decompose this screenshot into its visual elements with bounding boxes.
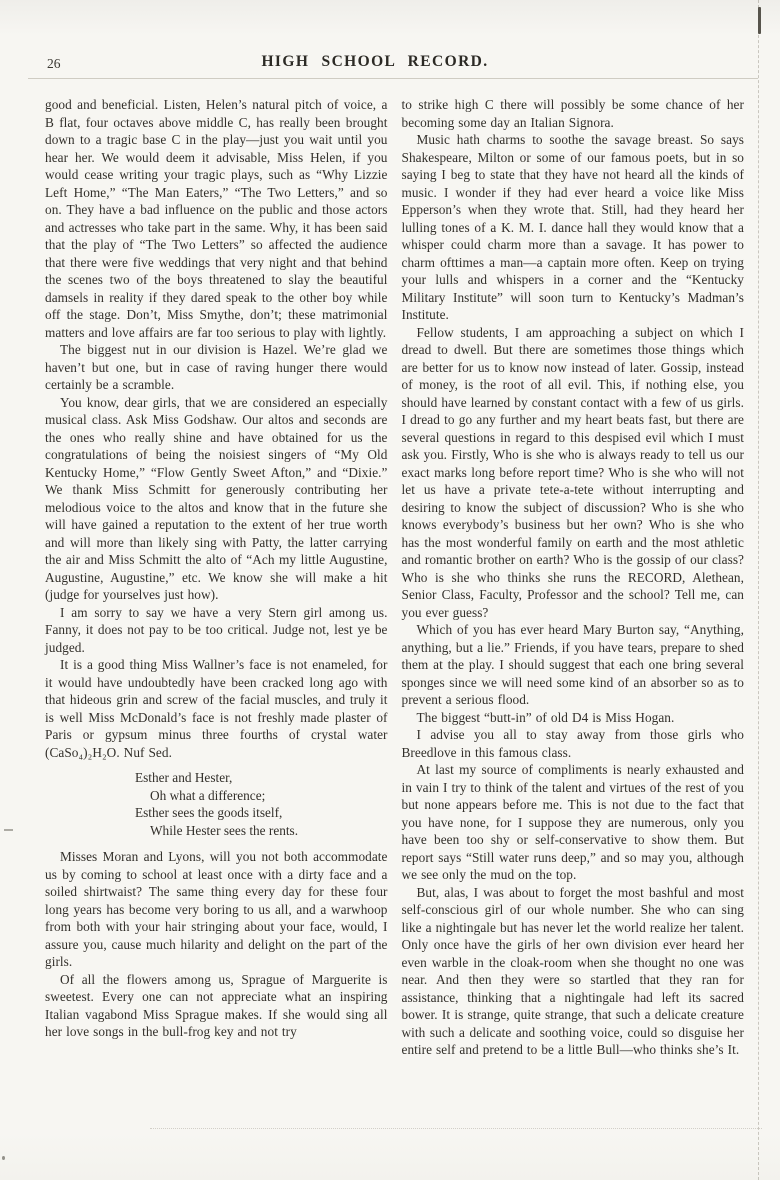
scan-speck	[2, 1156, 5, 1160]
left-column	[45, 96, 388, 1059]
page-edge-dashed-line	[758, 0, 759, 1180]
paragraph: I advise you all to stay away from those girls who Breedlove in this famous class.	[401, 727, 744, 760]
poem-line: Oh what a difference;	[150, 787, 266, 803]
poem	[135, 769, 388, 839]
header-rule	[28, 78, 758, 79]
poem-line: Esther and Hester,	[135, 770, 233, 785]
page-number: 26	[47, 56, 61, 71]
scan-mark-icon	[758, 7, 761, 34]
bottom-dotted-rule	[150, 1128, 762, 1129]
poem-line: Esther sees the goods itself,	[135, 805, 283, 820]
paragraph: Of all the flowers among us, Sprague of Marguerite is sweetest. Every one can not appreciate what an inspiring Italian vagabond Miss Sprague makes. If she would sing all her love songs in the bull-frog key and not try	[45, 971, 388, 1039]
paragraph: Misses Moran and Lyons, will you not both accommodate us by coming to school at least once with a dirty face and a soiled shirtwaist? The same thing every day for these four long years has become very boring to us all, and a warwhoop from both with your hair stringing about your face, would, I assure you, cause much hilarity and delight on the part of the girls.	[45, 849, 388, 969]
margin-mark	[4, 829, 13, 831]
paragraph-continuation: good and beneficial. Listen, Helen’s natural pitch of voice, a B flat, four octaves above middle C, has really been brought down to a tragic base C in the play—just you wait until you hear her. We would deem it advisable, Miss Helen, if you would cease writing your tragic plays, such as “Why Lizzie Left Home,” “The Man Eaters,” “The Two Letters,” and so on. They have a bad influence on the public and those actors and actresses who take part in the same. Why, it has been said that the play of “The Two Letters” so affected the audience that there were five weddings that very night and that behind the scenes two of the boys threatened to slay the beautiful damsels in reality if they dared speak to the other boy while off the stage. Don’t, Miss Smythe, don’t; these matrimonial matters and love affairs are far too serious to play with lightly.	[45, 97, 388, 340]
paragraph: But, alas, I was about to forget the most bashful and most self-conscious girl of our whole number. She who can sing like a nightingale but has never let the world realize her talent. Only once have the girls of her own division ever heard her even warble in the cloak-room when she thought no one was near. And then they were so startled that they ran for assistance, thinking that a nightingale had left its sacred bower. It is strange, quite strange, that such a delicate creature with such a delicate and soothing voice, could so disguise her entire self and pretend to be a little Bull—who thinks she’s It.	[401, 884, 744, 1057]
paragraph-continuation: to strike high C there will possibly be some chance of her becoming some day an Italian Signora.	[401, 97, 744, 130]
paragraph: It is a good thing Miss Wallner’s face is not enameled, for it would have undoubtedly have been cracked long ago with that hideous grin and screw of the facial muscles, and truly it is well Miss McDonald’s face is not freshly made plaster of Paris or gypsum minus three fourths of crystal water (CaSo₄)₂H₂O. Nuf Sed.	[45, 657, 388, 760]
paragraph: Fellow students, I am approaching a subject on which I dread to dwell. But there are sometimes those things which are better for us to know now instead of later. Gossip, instead of money, is the root of all evil. This, if nothing else, you should have learned by constant contact with a few of us girls. I dread to go any further and my heart beats fast, but there are several questions in regard to this despised evil which I must ask you. Firstly, Who is she who is always ready to tell us our exact marks long before report time? Who is she who will not let us have a private tete-a-tete without interrupting and desiring to know the subject of discussion? Who is she who knows everybody’s business but her own? Who is she who has the most wonderful family on earth and the most athletic and romantic brother on earth? Who is the gossip of our class? Who is she who thinks she runs the RECORD, Alethean, Senior Class, Faculty, Professor and the school? Tell me, can you ever guess?	[401, 324, 744, 620]
page-title: HIGH SCHOOL RECORD.	[261, 53, 489, 70]
poem-line: While Hester sees the rents.	[150, 822, 299, 838]
right-column	[402, 96, 745, 1059]
paragraph: I am sorry to say we have a very Stern girl among us. Fanny, it does not pay to be too critical. Judge not, lest ye be judged.	[45, 604, 388, 655]
text-columns	[45, 96, 744, 1059]
paragraph: The biggest “butt-in” of old D4 is Miss Hogan.	[416, 709, 675, 725]
paragraph: The biggest nut in our division is Hazel. We’re glad we haven’t but one, but in case of raving hunger there would certainly be a scramble.	[45, 342, 388, 392]
paragraph: You know, dear girls, that we are considered an especially musical class. Ask Miss Godshaw. Our altos and seconds are the ones who really shine and have obtained for us the congratulations of being the noisiest singers of “My Old Kentucky Home,” “Flow Gently Sweet Afton,” and “Dixie.” We thank Miss Schmitt for generously contributing her melodious voice to the altos and know that in the future she will have gained a reputation to the extent of her true worth and will more than likely sing with Patty, the latter carrying the air and Miss Schmitt the alto of “Ach my little Augustine, Augustine, Augustine,” etc. We know she will make a hit (judge for yourselves just how).	[45, 394, 388, 602]
paragraph: Which of you has ever heard Mary Burton say, “Anything, anything, but a lie.” Friends, if you have tears, prepare to shed them at the play. I should suggest that each one bring several sponges since we will need some kind of an absorber so as to prevent a serious flood.	[401, 622, 744, 707]
paragraph: Music hath charms to soothe the savage breast. So says Shakespeare, Milton or some of our famous poets, but in so saying I beg to state that they have not heard all the kinds of music. I wonder if they had ever heard a voice like Miss Epperson’s when they wrote that. Still, had they heard her lulling tones of a K. M. I. dance hall they would know that a whisper could charm more than a savage. It has power to charm ofttimes a man—a captain more often. Keep on trying your lulls and whispers in a corner and the “Kentucky Military Institute” will soon turn to Kentucky’s Madman’s Institute.	[401, 132, 744, 322]
paragraph: At last my source of compliments is nearly exhausted and in vain I try to think of the talent and virtues of the rest of you but none appears before me. This is not due to the fact that you have none, for I suppose they are numerous, only you have been too shy or self-conservative to show them. But report says “Still water runs deep,” and so may you, although we see only the mud on the top.	[401, 762, 744, 882]
